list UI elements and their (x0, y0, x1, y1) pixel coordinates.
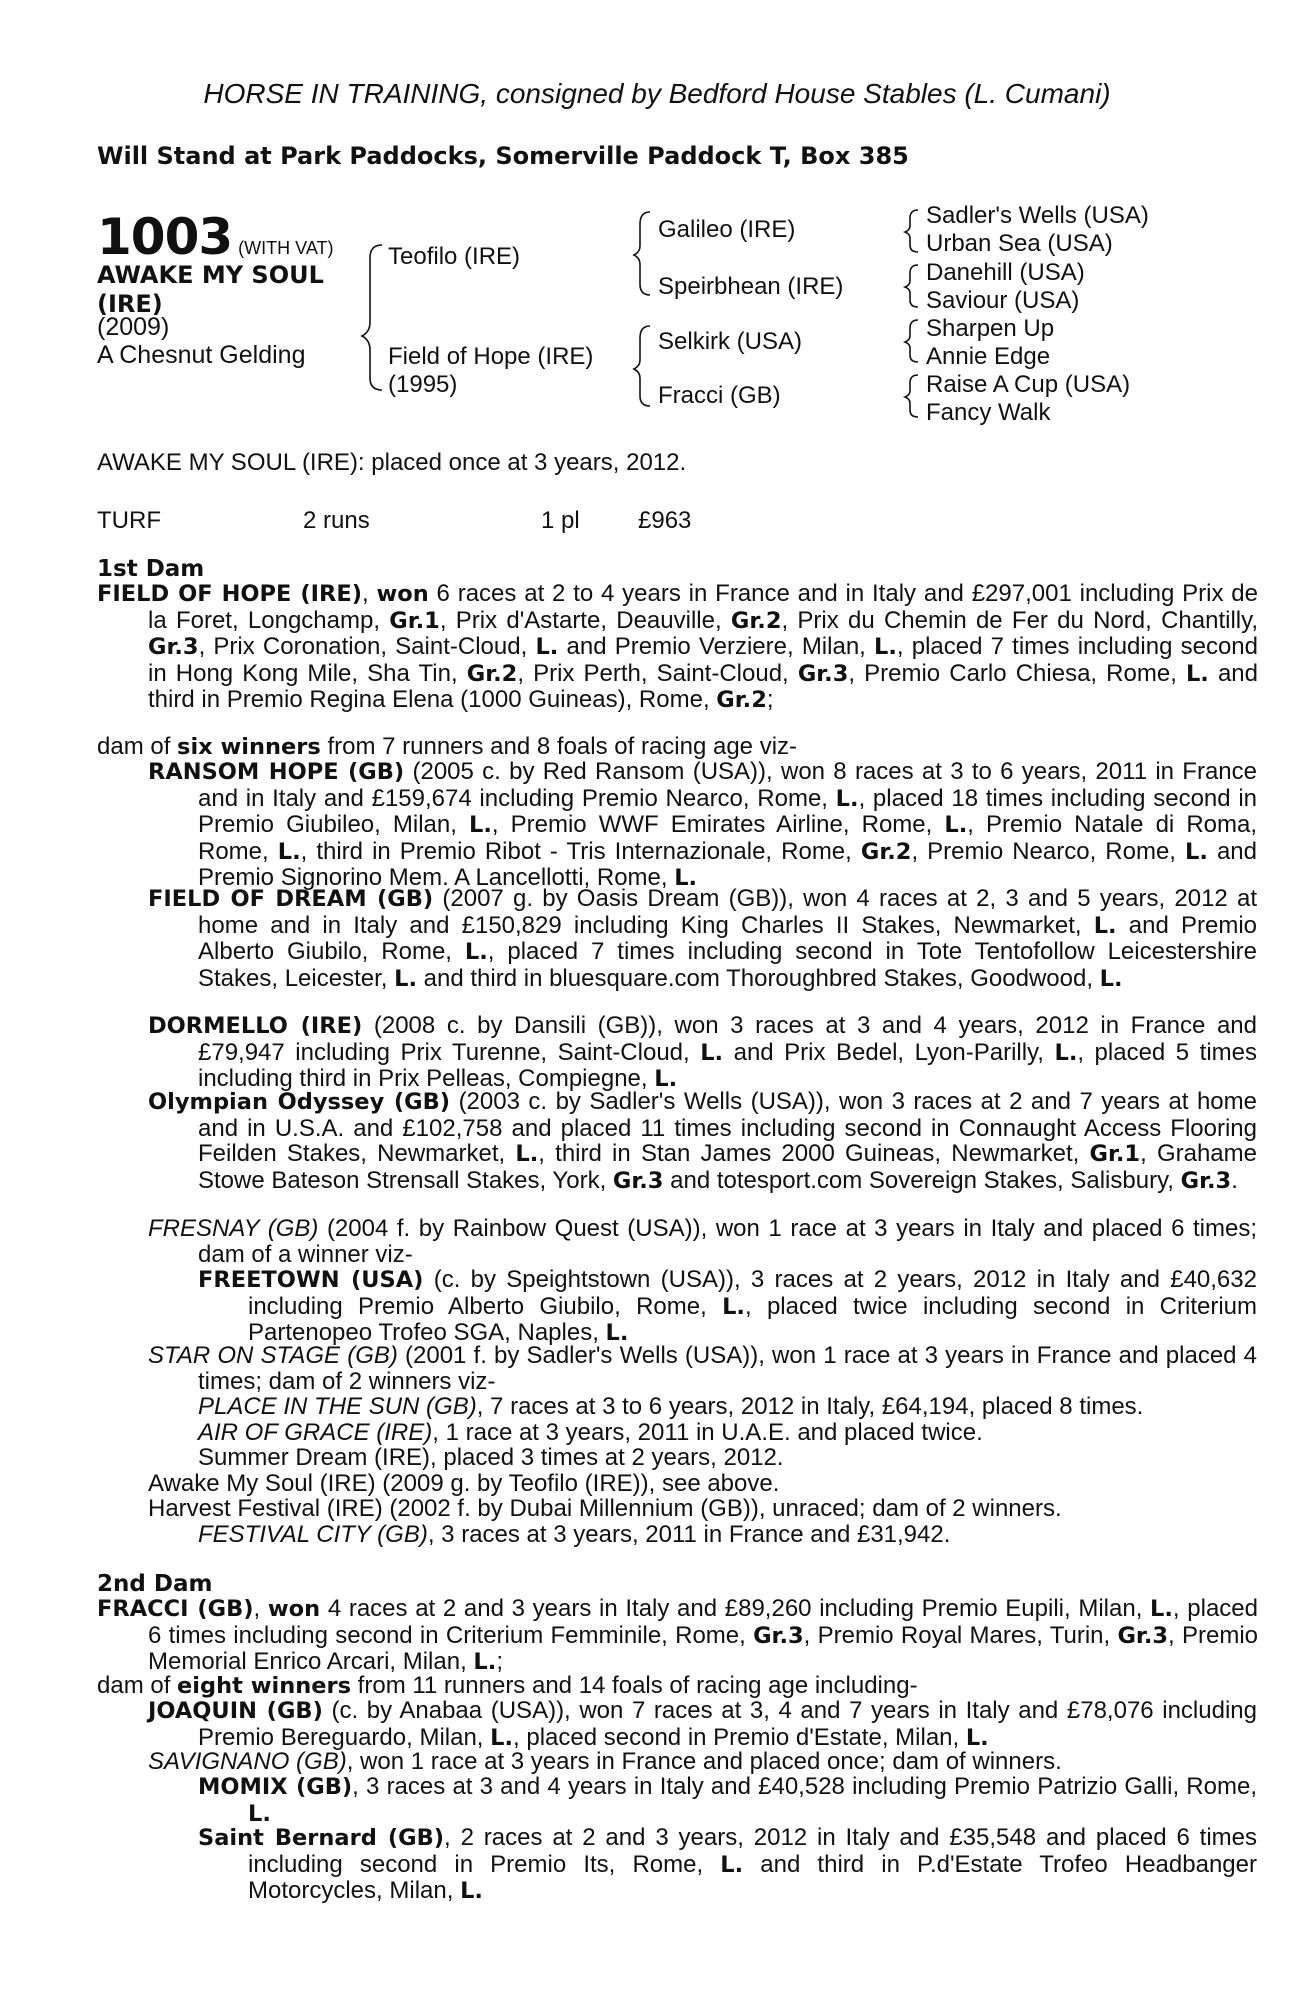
text-run: and totesport.com Sovereign Stakes, Salisbury, (663, 1166, 1181, 1194)
produce-dormello (148, 1013, 1257, 1093)
produce-field-of-dream (148, 886, 1257, 992)
pedigree-dam-dam: Fracci (GB) (658, 382, 781, 409)
horse-name-line2: (IRE) (97, 290, 163, 318)
brace-gen2-sire (634, 212, 650, 295)
pedigree-sss: Sadler's Wells (USA) (926, 202, 1149, 229)
grade-tag: Gr.2 (860, 838, 912, 865)
pedigree-sire: Teofilo (IRE) (388, 243, 521, 270)
produce-savignano (148, 1749, 1207, 1775)
second-dam-name: FRACCI (GB) (97, 1596, 254, 1622)
second-dam-paragraph: FRACCI (GB), won 4 races at 2 and 3 years in Italy and £89,260 including Premio Eupili, Milan, L., placed 6 times including second in Criterium Femminile, Rome, Gr.3, Premio Royal Mares, Turin, Gr.3, Premio Memorial Enrico Arcari, Milan, L.; (97, 1595, 1258, 1675)
pedigree-dam: Field of Hope (IRE) (388, 343, 594, 370)
listed-tag: L. (874, 634, 897, 660)
grade-tag: Gr.3 (1117, 1622, 1169, 1649)
listed-tag: L. (1093, 912, 1117, 939)
racing-summary: AWAKE MY SOUL (IRE): placed once at 3 years, 2012. (97, 449, 687, 476)
grade-tag: Gr.3 (797, 660, 849, 687)
horse-name-italic: FESTIVAL CITY (GB) (198, 1521, 428, 1548)
stand-location: Will Stand at Park Paddocks, Somerville Paddock T, Box 385 (97, 142, 909, 170)
grade-tag: Gr.2 (466, 660, 518, 687)
brace-gen2-dam (634, 326, 650, 406)
listed-tag: L. (515, 1141, 539, 1167)
horse-name-bold: Olympian Odyssey (GB) (148, 1089, 451, 1115)
text-run: (c. by Speightstown (USA)), 3 races at 2 years, 2012 in Italy and £40,632 including Premio Alberto Giubilo, Rome, (248, 1266, 1257, 1320)
produce-awake-my-soul: Awake My Soul (IRE) (2009 g. by Teofilo (IRE)), see above. (148, 1470, 780, 1497)
produce-summer-dream: Summer Dream (IRE), placed 3 times at 2 years, 2012. (198, 1444, 784, 1471)
text-run: and third in Premio Regina Elena (1000 Guineas), Rome, (148, 659, 1258, 713)
pedigree-sire-sire: Galileo (IRE) (658, 216, 796, 243)
pedigree-sdd: Saviour (USA) (926, 287, 1080, 314)
text-run: and Prix Bedel, Lyon-Parilly, (723, 1038, 1055, 1066)
grade-tag: Gr.3 (1180, 1167, 1232, 1194)
pedigree-dss: Sharpen Up (926, 315, 1055, 342)
pedigree-dam-sire: Selkirk (USA) (658, 328, 803, 355)
grade-tag: Gr.2 (716, 687, 767, 713)
text-run: , third in Stan James 2000 Guineas, Newmarket, (538, 1140, 1090, 1167)
text-run: and third in bluesquare.com Thoroughbred Stakes, Goodwood, (417, 964, 1100, 992)
text-run: , placed twice including second in Criterium Partenopeo Trofeo SGA, Naples, (248, 1292, 1258, 1346)
text-run: (c. by Anabaa (USA)), won 7 races at 3, 4 and 7 years in Italy and £78,076 including Premio Bereguardo, Milan, (198, 1697, 1257, 1751)
listed-tag: L. (460, 1878, 483, 1904)
second-dam-heading: 2nd Dam (97, 1571, 213, 1597)
text-run: ; (496, 1648, 503, 1675)
first-dam-paragraph: FIELD OF HOPE (IRE), won 6 races at 2 to 4 years in France and in Italy and £297,001 including Prix de la Foret, Longchamp, Gr.1, Prix d'Astarte, Deauville, Gr.2, Prix du Chemin de Fer du Nord, Chantilly, Gr.3, Prix Coronation, Saint-Cloud, L. and Premio Verziere, Milan, L., placed 7 times including second in Hong Kong Mile, Sha Tin, Gr.2, Prix Perth, Saint-Cloud, Gr.3, Premio Carlo Chiesa, Rome, L. and third in Premio Regina Elena (1000 Guineas), Rome, Gr.2; (97, 580, 1259, 713)
pedigree-sire-dam: Speirbhean (IRE) (658, 273, 844, 300)
pedigree-ddd: Fancy Walk (926, 399, 1051, 426)
grade-tag: Gr.3 (148, 634, 199, 660)
brace-gen3-4 (905, 375, 918, 417)
text-run: . (1231, 1166, 1238, 1194)
text-run: , placed 6 times including second in Criterium Femminile, Rome, (148, 1595, 1258, 1649)
text-run: , Premio Memorial Enrico Arcari, Milan, (148, 1621, 1258, 1675)
produce-festival-city (198, 1522, 1207, 1548)
pedigree-dds: Raise A Cup (USA) (926, 371, 1131, 398)
first-dam-produce-line (97, 734, 1207, 761)
horse-name-bold: MOMIX (GB) (198, 1774, 353, 1800)
horse-name-italic: FRESNAY (GB) (148, 1215, 319, 1242)
listed-tag: L. (1150, 1596, 1173, 1622)
text-run: , placed 5 times including third in Prix Pelleas, Compiegne, (198, 1038, 1257, 1092)
catalogue-header-title: HORSE IN TRAINING, consigned by Bedford House Stables (L. Cumani) (203, 78, 1111, 109)
text-run: , 3 races at 3 and 4 years in Italy and £40,528 including Premio Patrizio Galli, Rome, (352, 1773, 1257, 1800)
produce-saint-bernard (198, 1825, 1257, 1905)
listed-tag: L. (277, 838, 301, 865)
text-run: , Prix du Chemin de Fer du Nord, Chantilly, (781, 606, 1259, 634)
text-run: from 7 runners and 8 foals of racing age viz- (320, 733, 798, 760)
horse-name-italic: AIR OF GRACE (IRE) (198, 1419, 433, 1446)
text-run: , placed 18 times including second in Premio Giubileo, Milan, (198, 784, 1257, 838)
listed-tag: L. (965, 1724, 989, 1751)
text-run: , Premio Carlo Chiesa, Rome, (848, 659, 1186, 687)
listed-tag: L. (535, 634, 559, 660)
listed-tag: L. (1185, 838, 1208, 865)
horse-name-bold: RANSOM HOPE (GB) (148, 759, 405, 785)
horse-name-line1: AWAKE MY SOUL (97, 261, 324, 289)
text-run: , 1 race at 3 years, 2011 in U.A.E. and placed twice. (432, 1419, 983, 1446)
produce-star-on-stage (148, 1343, 1257, 1394)
text-run: (2007 g. by Oasis Dream (GB)), won 4 races at 2, 3 and 5 years, 2012 at home and in Italy and £150,829 including King Charles II Stakes, Newmarket, (198, 885, 1258, 939)
horse-name-bold: Saint Bernard (GB) (198, 1825, 445, 1851)
record-runs: 2 runs (303, 507, 370, 534)
text-run: and Premio Signorino Mem. A Lancellotti, Rome, (198, 837, 1257, 891)
text-run: (2008 c. by Dansili (GB)), won 3 races at 3 and 4 years, 2012 in France and £79,947 including Prix Turenne, Saint-Cloud, (198, 1012, 1258, 1066)
listed-tag: L. (674, 865, 698, 891)
horse-name-bold: FREETOWN (USA) (198, 1267, 424, 1293)
second-dam-produce-line (97, 1673, 1207, 1700)
produce-harvest-festival: Harvest Festival (IRE) (2002 f. by Dubai Millennium (GB)), unraced; dam of 2 winners. (148, 1495, 1062, 1522)
text-run: and third in P.d'Estate Trofeo Headbanger Motorcycles, Milan, (248, 1850, 1257, 1904)
winners-count: six winners (177, 734, 321, 760)
listed-tag: L. (722, 1293, 745, 1320)
text-run: , 3 races at 3 years, 2011 in France and £31,942. (427, 1521, 951, 1548)
text-run: ; (766, 686, 774, 713)
produce-ransom-hope (148, 759, 1257, 892)
first-dam-won: won (376, 581, 429, 607)
brace-gen1 (362, 245, 382, 390)
listed-tag: L. (944, 812, 968, 838)
text-run: , Grahame Stowe Bateson Strensall Stakes, York, (198, 1140, 1257, 1194)
text-run: , Premio Natale di Roma, Rome, (198, 811, 1258, 865)
produce-momix (198, 1774, 1257, 1827)
text-run: and Premio Verziere, Milan, (558, 633, 875, 660)
listed-tag: L. (1099, 965, 1123, 992)
horse-name-italic: STAR ON STAGE (GB) (148, 1342, 398, 1369)
pedigree-ssd: Urban Sea (USA) (926, 230, 1113, 257)
text-run: , placed 7 times including second in Hong Kong Mile, Sha Tin, (148, 633, 1258, 687)
horse-name-bold: FIELD OF DREAM (GB) (148, 886, 434, 912)
grade-tag: Gr.3 (753, 1622, 804, 1649)
produce-joaquin (148, 1698, 1257, 1751)
text-run: dam of (97, 1672, 178, 1699)
text-run: , Premio Nearco, Rome, (911, 837, 1186, 865)
grade-tag: Gr.1 (1089, 1141, 1141, 1167)
listed-tag: L. (835, 785, 859, 812)
produce-place-in-the-sun (198, 1394, 1207, 1420)
winners-count: eight winners (177, 1673, 352, 1699)
text-run: from 11 runners and 14 foals of racing age including- (351, 1672, 918, 1699)
horse-name-bold: JOAQUIN (GB) (148, 1698, 323, 1724)
text-run: , won 1 race at 3 years in France and placed once; dam of winners. (346, 1748, 1062, 1775)
horse-name-bold: DORMELLO (IRE) (148, 1013, 363, 1039)
vat-note: (WITH VAT) (238, 238, 334, 258)
listed-tag: L. (1054, 1039, 1078, 1066)
listed-tag: L. (473, 1649, 497, 1675)
lot-number-value: 1003 (97, 208, 233, 266)
pedigree-dam-year: (1995) (388, 371, 458, 398)
text-run: 6 races at 2 to 4 years in France and in Italy and £297,001 including Prix de la Foret, Longchamp, (148, 580, 1258, 634)
first-dam-name: FIELD OF HOPE (IRE) (97, 581, 362, 607)
text-run: (2005 c. by Red Ransom (USA)), won 8 races at 3 to 6 years, 2011 in France and in Italy and £159,674 including Premio Nearco, Rome, (198, 758, 1257, 812)
text-run: (2001 f. by Sadler's Wells (USA)), won 1 race at 3 years in France and placed 4 times; dam of 2 winners viz- (198, 1342, 1258, 1395)
text-run: , placed second in Premio d'Estate, Milan, (513, 1723, 966, 1751)
second-dam-won: won (267, 1596, 321, 1622)
text-run: , 2 races at 2 and 3 years, 2012 in Italy and £35,548 and placed 6 times including second in Premio Its, Rome, (248, 1824, 1257, 1878)
text-run: , placed 7 times including second in Tote Tentofollow Leicestershire Stakes, Leicester, (198, 938, 1257, 992)
text-run: , Prix Coronation, Saint-Cloud, (198, 633, 536, 660)
record-placed: 1 pl (541, 507, 580, 534)
text-run: , Prix d'Astarte, Deauville, (439, 606, 731, 634)
text-run: , third in Premio Ribot - Tris Internazionale, Rome, (300, 837, 861, 865)
record-earnings: £963 (638, 507, 692, 534)
text-run: dam of (97, 733, 178, 760)
listed-tag: L. (248, 1800, 271, 1827)
text-run: , 7 races at 3 to 6 years, 2012 in Italy, £64,194, placed 8 times. (476, 1393, 1144, 1420)
text-run: , Premio Royal Mares, Turin, (803, 1621, 1118, 1649)
brace-gen3-1 (905, 210, 918, 252)
grade-tag: Gr.1 (389, 607, 440, 634)
text-run: 4 races at 2 and 3 years in Italy and £89,260 including Premio Eupili, Milan, (320, 1595, 1151, 1622)
listed-tag: L. (654, 1066, 678, 1092)
listed-tag: L. (490, 1724, 514, 1751)
listed-tag: L. (605, 1320, 629, 1346)
text-run: (2003 c. by Sadler's Wells (USA)), won 3 races at 2 and 7 years at home and in U.S.A. and £102,758 and placed 11 times including second in Connaught Access Flooring Feilden Stakes, Newmarket, (198, 1088, 1257, 1167)
text-run: , Premio WWF Emirates Airline, Rome, (491, 811, 945, 838)
grade-tag: Gr.2 (730, 607, 782, 634)
listed-tag: L. (464, 939, 488, 965)
listed-tag: L. (1185, 660, 1209, 687)
foaling-year: (2009) (97, 313, 170, 341)
text-run: , Prix Perth, Saint-Cloud, (517, 659, 798, 687)
grade-tag: Gr.3 (612, 1167, 664, 1194)
brace-gen3-2 (905, 265, 918, 307)
listed-tag: L. (720, 1851, 744, 1878)
record-surface: TURF (97, 507, 161, 534)
produce-freetown (198, 1267, 1257, 1347)
first-dam-heading: 1st Dam (97, 556, 205, 582)
listed-tag: L. (468, 812, 492, 838)
text-run: and Premio Alberto Giubilo, Rome, (198, 911, 1257, 965)
produce-olympian-odyssey (148, 1089, 1257, 1194)
pedigree-sds: Danehill (USA) (926, 259, 1085, 286)
pedigree-dsd: Annie Edge (926, 343, 1051, 370)
listed-tag: L. (394, 965, 417, 992)
horse-description: A Chesnut Gelding (97, 341, 306, 369)
produce-fresnay (148, 1216, 1257, 1267)
produce-air-of-grace (198, 1420, 1207, 1446)
text-run: (2004 f. by Rainbow Quest (USA)), won 1 race at 3 years in Italy and placed 6 times; dam of a winner viz- (198, 1215, 1257, 1268)
horse-name-italic: SAVIGNANO (GB) (148, 1748, 347, 1775)
listed-tag: L. (700, 1039, 724, 1066)
horse-name-italic: PLACE IN THE SUN (GB) (198, 1393, 477, 1420)
brace-gen3-3 (905, 320, 918, 362)
